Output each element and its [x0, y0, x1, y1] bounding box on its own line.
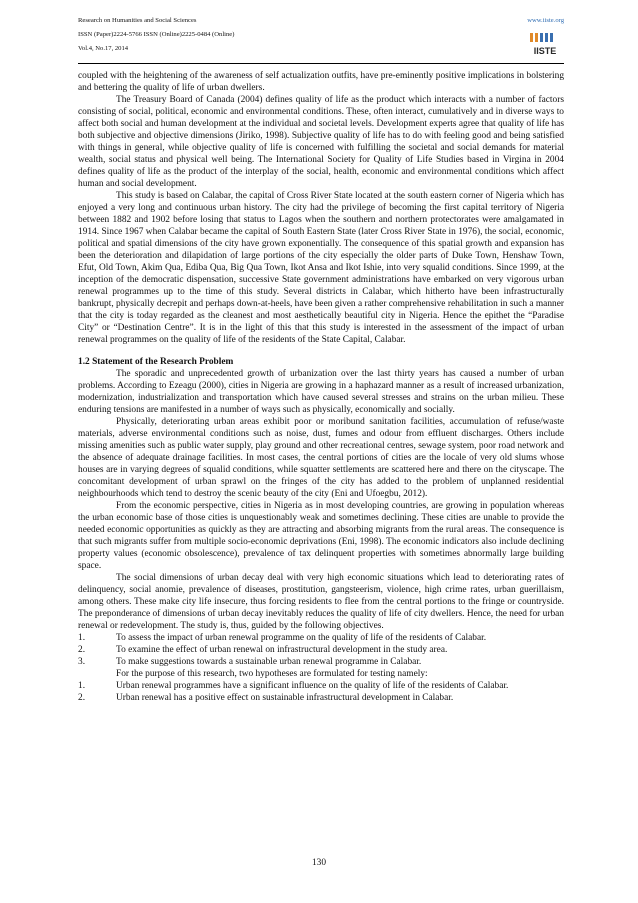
paragraph: The Treasury Board of Canada (2004) defines quality of life as the product which interacts with a number of factors consisting of social, political, economic and environmental conditions. These, often interact, cumulatively and in diverse ways to affect both social and human development at the individual and societal levels. Development experts agree that quality of life has both subjective and objective dimensions (Jiriko, 1998). Subjective quality of life has to do with feeling good and being satisfied with things in general, while objective quality of life is concerned with fulfilling the societal and social demands for material wealth, social status and physical well being. The International Society for Quality of Life Studies based in Virgina in 2004 defines quality of life as the product of the interplay of the social, health, economic and environmental conditions which affect human and social development. [78, 95, 564, 189]
hypotheses-intro: For the purpose of this research, two hypotheses are formulated for testing namely: [116, 669, 428, 679]
svg-text:IISTE: IISTE [533, 46, 557, 56]
paragraph: The social dimensions of urban decay deal with very high economic situations which lead to deteriorating rates of delinquency, social anomie, prevalence of diseases, prostitution, gangsteerism, violence, high crime rates, urban guerillaism, among others. These make city life insecure, thus forcing residents to flee from the central portions to the fringe or countryside. The preponderance of dimensions of urban decay inevitably reduces the quality of life of city dwellers. Hence, the need for urban renewal or redevelopment. The study is, thus, guided by the following objectives. [78, 573, 564, 631]
paragraph: From the economic perspective, cities in Nigeria as in most developing countries, are growing in population whereas the urban economic base of those cities is unquestionably weak and sometimes declining. These cities are unable to provide the needed economic opportunities as quickly as they are attracting and absorbing migrants from the rural areas. The consequence is that such migrants suffer from multiple socio-economic deprivations (Eni, 1998). The economic indicators also include declining property values (economic obsolescence), prevalence of tax delinquent properties with sometimes abnormally large building space. [78, 501, 564, 571]
journal-name: Research on Humanities and Social Sciences [78, 17, 197, 24]
objective-item: 1. To assess the impact of urban renewal programme on the quality of life of the residents of Calabar. [78, 633, 487, 643]
issn-line: ISSN (Paper)2224-5766 ISSN (Online)2225-0484 (Online) [78, 31, 235, 38]
paragraph: The sporadic and unprecedented growth of urbanization over the last thirty years has caused a number of urban problems. According to Ezeagu (2000), cities in Nigeria are growing in a haphazard manner as a result of increased urbanization, modernization, industrialization and transportation which have caused several stresses and strains on the urban milieu. These enduring tensions are manifested in a number of ways such as physically, economically and socially. [78, 369, 564, 415]
volume-line: Vol.4, No.17, 2014 [78, 45, 129, 52]
journal-url-link[interactable]: www.iiste.org [527, 17, 564, 24]
objective-item: 3. To make suggestions towards a sustainable urban renewal programme in Calabar. [78, 657, 422, 667]
header-rule [78, 63, 564, 64]
iiste-logo [528, 32, 562, 58]
hypothesis-item: 2. Urban renewal has a positive effect on sustainable infrastructural development in Calabar. [78, 693, 454, 703]
paragraph: Physically, deteriorating urban areas exhibit poor or moribund sanitation facilities, accumulation of refuse/waste materials, adverse environmental conditions such as noise, dust, fumes and odour from effluent discharges. Others include missing amenities such as public water supply, play ground and other recreational centres, sewage system, poor road network and the absence of adequate drainage facilities. In most cases, the central portions of cities are the locale of very old slums whose houses are in varying degrees of squalid conditions, while squatter settlements are scattered here and there on the cityscape. The concomitant development of urban sprawl on the fringes of the city has added to the problem of unplanned residential neighbourhoods which tend to destroy the scenic beauty of the city (Eni and Ufoegbu, 2012). [78, 417, 564, 499]
article-body [78, 70, 564, 704]
objective-item: 2. To examine the effect of urban renewal on infrastructural development in the study area. [78, 645, 448, 655]
hypothesis-item: 1. Urban renewal programmes have a significant influence on the quality of life of the residents of Calabar. [78, 681, 509, 691]
page-header [78, 14, 564, 56]
section-heading: 1.2 Statement of the Research Problem [78, 357, 234, 367]
paragraph: coupled with the heightening of the awareness of self actualization outfits, have pre-eminently positive implications in bolstering and bettering the quality of life of urban dwellers. [78, 71, 564, 93]
paragraph: This study is based on Calabar, the capital of Cross River State located at the south eastern corner of Nigeria which has enjoyed a very long and continuous urban history. The city had the privilege of becoming the first capital territory of Nigeria between 1882 and 1902 before losing that status to Lagos when the southern and northern protectorates were amalgamated in 1914. Since 1967 when Calabar became the capital of South Eastern State (later Cross River State in 1976), the social, economic, political and spatial dimensions of the city have grown exponentially. The consequence of this spatial growth and expansion has been the deterioration and dilapidation of large portions of the city especially the older parts of Duke Town, Henshaw Town, Efut, Old Town, Akim Qua, Ediba Qua, Big Qua Town, Ikot Ansa and Ikot Ishie, into very squalid conditions. Since 1999, at the inception of the democratic dispensation, successive State government administrations have embarked on very vigorous urban renewal programmes up to the time of this study. Several districts in Calabar, which hitherto have been infrastructurally bankrupt, physically decrepit and perhaps down-at-heels, have been given a rather comprehensive rehabilitation in such a manner that the city is today regarded as the cleanest and most aesthetically beautiful city in Nigeria. Hence the epithet the “Paradise City” or “Destination Centre”. It is in the light of this that this study is interested in the assessment of the impact of urban renewal programmes on the quality of life of the residents of the State Capital, Calabar. [78, 191, 564, 345]
page-number: 130 [311, 858, 327, 868]
